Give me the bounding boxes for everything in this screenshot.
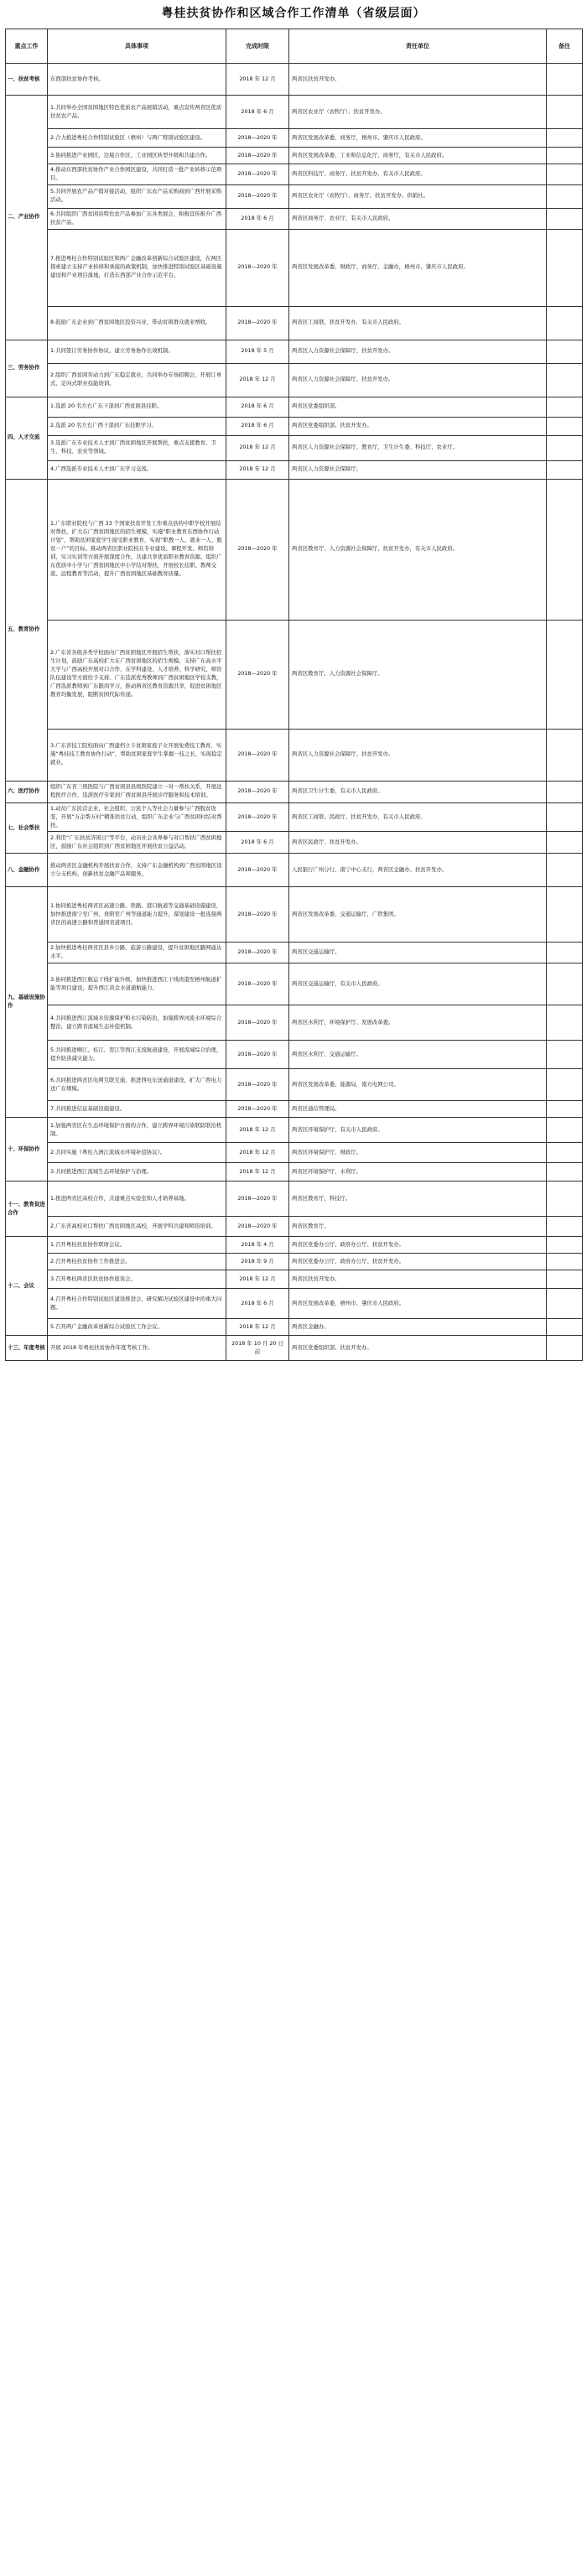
deadline-cell: 2018 年 9 月 bbox=[226, 1254, 289, 1270]
category-cell: 一、扶贫考核 bbox=[6, 64, 48, 96]
remark-cell bbox=[547, 963, 583, 1005]
remark-cell bbox=[547, 1041, 583, 1069]
category-cell: 十二、会议 bbox=[6, 1237, 48, 1336]
remark-cell bbox=[547, 164, 583, 185]
table-row bbox=[6, 208, 583, 229]
header-responsible-unit: 责任单位 bbox=[289, 29, 547, 64]
task-cell: 2.加快推进粤桂两省区县乡公路、旅游公路建设，提升贫困地区路网通达水平。 bbox=[48, 943, 226, 963]
table-row bbox=[6, 479, 583, 620]
category-cell: 十、环保协作 bbox=[6, 1118, 48, 1182]
task-cell: 3.广东省技工院校面向广西建档立卡贫困家庭子女开展免费技工教育，实施“粤桂技工教育协作行动”，帮助贫困家庭学生掌握一技之长，实现稳定就业。 bbox=[48, 729, 226, 781]
deadline-cell: 2018 年 6 月 bbox=[226, 832, 289, 854]
deadline-cell: 2018 年 5 月 bbox=[226, 340, 289, 363]
unit-cell: 两省区教育厅、人力资源社会保障厅、扶贫开发办，有关市人民政府。 bbox=[289, 479, 547, 620]
deadline-cell: 2018—2020 年 bbox=[226, 802, 289, 832]
table-row bbox=[6, 184, 583, 208]
remark-cell bbox=[547, 1237, 583, 1254]
task-cell: 2.广东省高校对口帮扶广西贫困地区高校，开展学科共建和师资培训。 bbox=[48, 1217, 226, 1237]
page-title: 粤桂扶贫协作和区域合作工作清单（省级层面） bbox=[161, 7, 426, 20]
table-row bbox=[6, 729, 583, 781]
deadline-cell: 2018—2020 年 bbox=[226, 306, 289, 340]
remark-cell bbox=[547, 229, 583, 306]
unit-cell: 两省区发展改革委、能源局，南方电网公司。 bbox=[289, 1069, 547, 1101]
task-cell: 1.共同签订劳务协作协议，建立劳务协作长效机制。 bbox=[48, 340, 226, 363]
remark-cell bbox=[547, 397, 583, 417]
remark-cell bbox=[547, 1289, 583, 1319]
table-row bbox=[6, 64, 583, 96]
deadline-cell: 2018—2020 年 bbox=[226, 729, 289, 781]
deadline-cell: 2018 年 12 月 bbox=[226, 1118, 289, 1143]
deadline-cell: 2018—2020 年 bbox=[226, 620, 289, 729]
task-cell: 6.共同组织广西贫困县特色农产品参加广东各类展会，积极宣传推介广西扶贫产品。 bbox=[48, 208, 226, 229]
unit-cell: 两省区环境保护厅，有关市人民政府。 bbox=[289, 1118, 547, 1143]
unit-cell: 两省区人力资源社会保障厅、扶贫开发办。 bbox=[289, 363, 547, 397]
task-cell: 1.协同推进粤桂两省区高速公路、铁路、港口航道等交通基础设施建设，加快推进南宁至广州、贵阳至广州等通道能力提升，谋划建设一批连接两省区的高速公路和普通国省道项目。 bbox=[48, 887, 226, 943]
remark-cell bbox=[547, 729, 583, 781]
unit-cell: 两省区交通运输厅。 bbox=[289, 943, 547, 963]
unit-cell: 两省区人力资源社会保障厅。 bbox=[289, 460, 547, 479]
remark-cell bbox=[547, 96, 583, 129]
category-cell: 八、金融协作 bbox=[6, 854, 48, 887]
table-row bbox=[6, 1336, 583, 1361]
deadline-cell: 2018—2020 年 bbox=[226, 164, 289, 185]
task-cell: 2.组织广西贫困劳动力到广东稳定就业，共同举办专场招聘会，开展订单式、定向式职业技能培训。 bbox=[48, 363, 226, 397]
task-cell: 5.共同推进柳江、桂江、贺江等西江支流航道建设，开展流域综合治理，提升防洪减灾能力。 bbox=[48, 1041, 226, 1069]
unit-cell: 两省区金融办。 bbox=[289, 1319, 547, 1336]
table-row bbox=[6, 1270, 583, 1289]
task-cell: 1.选派 20 名左右广东干部到广西贫困县挂职。 bbox=[48, 397, 226, 417]
table-row bbox=[6, 229, 583, 306]
deadline-cell: 2018 年 6 月 bbox=[226, 1289, 289, 1319]
category-cell: 三、劳务协作 bbox=[6, 340, 48, 397]
remark-cell bbox=[547, 1182, 583, 1217]
deadline-cell: 2018 年 4 月 bbox=[226, 1237, 289, 1254]
task-cell: 组织广东省三级医院与广西贫困县县级医院建立一对一帮扶关系，开展远程医疗合作，选派医疗专家到广西贫困县开展诊疗服务和技术培训。 bbox=[48, 781, 226, 802]
table-row bbox=[6, 306, 583, 340]
task-cell: 东西部扶贫协作考核。 bbox=[48, 64, 226, 96]
unit-cell: 两省区党委组织部、扶贫开发办。 bbox=[289, 1336, 547, 1361]
deadline-cell: 2018 年 10 月 20 日前 bbox=[226, 1336, 289, 1361]
unit-cell: 两省区环境保护厅、水利厅。 bbox=[289, 1163, 547, 1182]
deadline-cell: 2018—2020 年 bbox=[226, 854, 289, 887]
unit-cell: 两省区人力资源社会保障厅、扶贫开发办。 bbox=[289, 340, 547, 363]
deadline-cell: 2018 年 6 月 bbox=[226, 417, 289, 435]
table-row bbox=[6, 417, 583, 435]
task-cell: 开展 2018 年粤桂扶贫协作年度考核工作。 bbox=[48, 1336, 226, 1361]
unit-cell: 两省区农业厅（农牧厅）、商务厅、扶贫开发办、供销社。 bbox=[289, 184, 547, 208]
task-cell: 4.推动东西部扶贫协作产业合作园区建设，共同打造一批产业转移示范项目。 bbox=[48, 164, 226, 185]
unit-cell: 两省区发展改革委，梧州市、肇庆市人民政府。 bbox=[289, 1289, 547, 1319]
header-key-work: 重点工作 bbox=[6, 29, 48, 64]
task-cell: 4.召开粤桂合作特别试验区建设推进会，研究解决试验区建设中的重大问题。 bbox=[48, 1289, 226, 1319]
deadline-cell: 2018 年 12 月 bbox=[226, 1143, 289, 1163]
remark-cell bbox=[547, 802, 583, 832]
task-cell: 5.共同开展农产品产销对接活动，组织广东农产品采购商到广西开展采购活动。 bbox=[48, 184, 226, 208]
task-cell: 1.推进两省区高校合作，共建重点实验室和人才培养基地。 bbox=[48, 1182, 226, 1217]
remark-cell bbox=[547, 417, 583, 435]
deadline-cell: 2018 年 12 月 bbox=[226, 64, 289, 96]
deadline-cell: 2018—2020 年 bbox=[226, 148, 289, 164]
remark-cell bbox=[547, 1143, 583, 1163]
task-cell: 7.推进粤桂合作特别试验区和两广金融改革创新综合试验区建设，在两区探索建立支持产业转移和承接的政策机制，加快推进特别试验区基础设施建设和产业项目落地，打造东西部产业合作示范平台。 bbox=[48, 229, 226, 306]
task-cell: 1.共同举办全国贫困地区特色优质农产品展销活动，重点宣传两省区优质扶贫农产品。 bbox=[48, 96, 226, 129]
task-cell: 2.召开粤桂扶贫协作工作推进会。 bbox=[48, 1254, 226, 1270]
table-row bbox=[6, 148, 583, 164]
table-row bbox=[6, 1163, 583, 1182]
deadline-cell: 2018—2020 年 bbox=[226, 184, 289, 208]
table-row bbox=[6, 363, 583, 397]
unit-cell: 两省区工商联、扶贫开发办，有关市人民政府。 bbox=[289, 306, 547, 340]
unit-cell: 两省区交通运输厅，有关市人民政府。 bbox=[289, 963, 547, 1005]
category-cell: 九、基础设施协作 bbox=[6, 887, 48, 1118]
table-row bbox=[6, 1041, 583, 1069]
unit-cell: 两省区卫生计生委，有关市人民政府。 bbox=[289, 781, 547, 802]
task-cell: 1.加强两省区在生态环境保护方面的合作，建立跨界环境污染联防联治机制。 bbox=[48, 1118, 226, 1143]
remark-cell bbox=[547, 887, 583, 943]
deadline-cell: 2018—2020 年 bbox=[226, 1217, 289, 1237]
table-row bbox=[6, 1217, 583, 1237]
category-cell: 十一、教育促进合作 bbox=[6, 1182, 48, 1237]
task-cell: 1.广东职业院校与广西 33 个国家扶贫开发工作重点县的中职学校开展结对帮扶，扩大在广西贫困地区的招生规模，实施“职业教育东西协作行动计划”，帮助贫困家庭学生接受职业教育，实现“职教一人、就业一人、脱贫一户”的目标。推动两省区职业院校在专业建设、课程开发、师资培训、实习实训等方面开展深度合作，共建共享优质职业教育资源。组织广东优质中小学与广西贫困地区中小学结对帮扶，开展校长挂职、教师交流、远程教育等活动，提升广西贫困地区基础教育质量。 bbox=[48, 479, 226, 620]
task-cell: 8.鼓励广东企业到广西贫困地区投资兴业，带动贫困群众就业增收。 bbox=[48, 306, 226, 340]
header-remarks: 备注 bbox=[547, 29, 583, 64]
task-cell: 3.选派广东专业技术人才到广西贫困地区开展帮扶，重点支援教育、卫生、科技、农业等领域。 bbox=[48, 435, 226, 460]
table-row bbox=[6, 397, 583, 417]
unit-cell: 两省区通信管理局。 bbox=[289, 1101, 547, 1118]
table-row bbox=[6, 340, 583, 363]
table-row bbox=[6, 832, 583, 854]
task-cell: 推动两省区金融机构开展扶贫合作，支持广东金融机构到广西贫困地区设立分支机构，创新扶贫金融产品和服务。 bbox=[48, 854, 226, 887]
work-list-table bbox=[5, 29, 583, 1361]
deadline-cell: 2018—2020 年 bbox=[226, 943, 289, 963]
table-row bbox=[6, 1005, 583, 1041]
unit-cell: 两省区农业厅（农牧厅）、扶贫开发办。 bbox=[289, 96, 547, 129]
remark-cell bbox=[547, 1336, 583, 1361]
unit-cell: 两省区科技厅、商务厅、扶贫开发办，有关市人民政府。 bbox=[289, 164, 547, 185]
deadline-cell: 2018—2020 年 bbox=[226, 229, 289, 306]
remark-cell bbox=[547, 854, 583, 887]
deadline-cell: 2018—2020 年 bbox=[226, 1005, 289, 1041]
deadline-cell: 2018 年 12 月 bbox=[226, 460, 289, 479]
unit-cell: 两省区人力资源社会保障厅、教育厅、卫生计生委、科技厅、农业厅。 bbox=[289, 435, 547, 460]
remark-cell bbox=[547, 460, 583, 479]
unit-cell: 两省区商务厅、农业厅，有关市人民政府。 bbox=[289, 208, 547, 229]
remark-cell bbox=[547, 208, 583, 229]
table-header-row bbox=[6, 29, 583, 64]
deadline-cell: 2018 年 12 月 bbox=[226, 435, 289, 460]
remark-cell bbox=[547, 1118, 583, 1143]
deadline-cell: 2018 年 6 月 bbox=[226, 208, 289, 229]
remark-cell bbox=[547, 184, 583, 208]
deadline-cell: 2018 年 12 月 bbox=[226, 363, 289, 397]
remark-cell bbox=[547, 129, 583, 148]
table-row bbox=[6, 1254, 583, 1270]
table-row bbox=[6, 460, 583, 479]
task-cell: 7.共同推进信息基础设施建设。 bbox=[48, 1101, 226, 1118]
remark-cell bbox=[547, 1217, 583, 1237]
deadline-cell: 2018 年 12 月 bbox=[226, 1163, 289, 1182]
unit-cell: 两省区发展改革委、工业和信息化厅、商务厅，有关市人民政府。 bbox=[289, 148, 547, 164]
unit-cell: 两省区党委办公厅、政府办公厅、扶贫开发办。 bbox=[289, 1237, 547, 1254]
remark-cell bbox=[547, 479, 583, 620]
table-row bbox=[6, 1101, 583, 1118]
category-cell: 六、医疗协作 bbox=[6, 781, 48, 802]
task-cell: 2.共同实施《粤桂九洲江流域水环境补偿协议》。 bbox=[48, 1143, 226, 1163]
header-deadline: 完成时限 bbox=[226, 29, 289, 64]
remark-cell bbox=[547, 781, 583, 802]
task-cell: 3.召开粤桂两省区扶贫协作座谈会。 bbox=[48, 1270, 226, 1289]
task-cell: 4.共同推进西江流域水资源保护和水污染防治，加强跨界河流水环境综合整治，建立跨省流域生态补偿机制。 bbox=[48, 1005, 226, 1041]
unit-cell: 两省区水利厅、交通运输厅。 bbox=[289, 1041, 547, 1069]
remark-cell bbox=[547, 1163, 583, 1182]
unit-cell: 人民银行广州分行、南宁中心支行，两省区金融办、扶贫开发办。 bbox=[289, 854, 547, 887]
table-row bbox=[6, 164, 583, 185]
task-cell: 1.动员广东民营企业、社会组织、公民个人等社会力量参与广西脱贫攻坚，开展“万企帮万村”精准扶贫行动，组织广东企业与广西贫困村结对帮扶。 bbox=[48, 802, 226, 832]
table-row bbox=[6, 943, 583, 963]
task-cell: 2.广东省各级各类学校面向广西贫困地区开展招生帮扶，落实对口帮扶招生计划，鼓励广东高校扩大在广西贫困地区的招生规模。支持广东高水平大学与广西高校开展对口合作，在学科建设、人才培养、科学研究、师资队伍建设等方面给予支持。广东选派优秀教师到广西贫困地区学校支教，广西选派教师到广东跟岗学习，推动两省区教育资源共享，促进贫困地区教育均衡发展，阻断贫困代际传递。 bbox=[48, 620, 226, 729]
deadline-cell: 2018—2020 年 bbox=[226, 1041, 289, 1069]
table-row bbox=[6, 854, 583, 887]
table-row bbox=[6, 96, 583, 129]
unit-cell: 两省区党委组织部、扶贫开发办。 bbox=[289, 417, 547, 435]
unit-cell: 两省区教育厅、科技厅。 bbox=[289, 1182, 547, 1217]
table-body bbox=[6, 64, 583, 1361]
remark-cell bbox=[547, 1101, 583, 1118]
deadline-cell: 2018—2020 年 bbox=[226, 1101, 289, 1118]
unit-cell: 两省区党委组织部。 bbox=[289, 397, 547, 417]
unit-cell: 两省区发展改革委、财政厅、商务厅、金融办，梧州市、肇庆市人民政府。 bbox=[289, 229, 547, 306]
remark-cell bbox=[547, 363, 583, 397]
task-cell: 2.选派 20 名左右广西干部到广东挂职学习。 bbox=[48, 417, 226, 435]
table-row bbox=[6, 963, 583, 1005]
unit-cell: 两省区工商联、民政厅、扶贫开发办，有关市人民政府。 bbox=[289, 802, 547, 832]
remark-cell bbox=[547, 1005, 583, 1041]
table-row bbox=[6, 781, 583, 802]
task-cell: 6.共同推进两省区电网互联互通，推进西电东送通道建设，扩大广西电力送广东规模。 bbox=[48, 1069, 226, 1101]
task-cell: 4.广西选派专业技术人才到广东学习交流。 bbox=[48, 460, 226, 479]
unit-cell: 两省区发展改革委、商务厅，梧州市、肇庆市人民政府。 bbox=[289, 129, 547, 148]
task-cell: 1.召开粤桂扶贫协作联席会议。 bbox=[48, 1237, 226, 1254]
deadline-cell: 2018 年 12 月 bbox=[226, 1270, 289, 1289]
category-cell: 五、教育协作 bbox=[6, 479, 48, 781]
remark-cell bbox=[547, 340, 583, 363]
deadline-cell: 2018 年 6 月 bbox=[226, 96, 289, 129]
table-row bbox=[6, 129, 583, 148]
unit-cell: 两省区扶贫开发办。 bbox=[289, 64, 547, 96]
unit-cell: 两省区教育厅、人力资源社会保障厅。 bbox=[289, 620, 547, 729]
deadline-cell: 2018—2020 年 bbox=[226, 1182, 289, 1217]
table-row bbox=[6, 887, 583, 943]
deadline-cell: 2018 年 6 月 bbox=[226, 397, 289, 417]
remark-cell bbox=[547, 620, 583, 729]
header-specific-items: 具体事项 bbox=[48, 29, 226, 64]
task-cell: 2.合力推进粤桂合作特别试验区（梧州）与两广特别试验区建设。 bbox=[48, 129, 226, 148]
remark-cell bbox=[547, 148, 583, 164]
remark-cell bbox=[547, 306, 583, 340]
category-cell: 十三、年度考核 bbox=[6, 1336, 48, 1361]
table-row bbox=[6, 1319, 583, 1336]
table-row bbox=[6, 1289, 583, 1319]
task-cell: 2.利用“广东扶贫济困日”等平台，动员社会各界参与对口帮扶广西贫困地区，鼓励广东社会组织到广西贫困地区开展扶贫公益活动。 bbox=[48, 832, 226, 854]
unit-cell: 两省区扶贫开发办。 bbox=[289, 1270, 547, 1289]
category-cell: 七、社会帮扶 bbox=[6, 802, 48, 854]
remark-cell bbox=[547, 1254, 583, 1270]
remark-cell bbox=[547, 1319, 583, 1336]
remark-cell bbox=[547, 1069, 583, 1101]
task-cell: 3.协同推进西江航运干线扩能升级，加快推进西江干线贵港至梧州航道扩能等项目建设，提升西江黄金水道通航能力。 bbox=[48, 963, 226, 1005]
unit-cell: 两省区水利厅、环境保护厅、发展改革委。 bbox=[289, 1005, 547, 1041]
remark-cell bbox=[547, 1270, 583, 1289]
table-row bbox=[6, 802, 583, 832]
remark-cell bbox=[547, 832, 583, 854]
category-cell: 四、人才交流 bbox=[6, 397, 48, 479]
deadline-cell: 2018—2020 年 bbox=[226, 1069, 289, 1101]
remark-cell bbox=[547, 943, 583, 963]
table-row bbox=[6, 1237, 583, 1254]
category-cell: 二、产业协作 bbox=[6, 96, 48, 340]
deadline-cell: 2018—2020 年 bbox=[226, 963, 289, 1005]
deadline-cell: 2018—2020 年 bbox=[226, 781, 289, 802]
deadline-cell: 2018—2020 年 bbox=[226, 479, 289, 620]
task-cell: 3.协同推进产业园区、边境合作区、工业园区转型升级和共建合作。 bbox=[48, 148, 226, 164]
table-row bbox=[6, 1182, 583, 1217]
table-row bbox=[6, 1118, 583, 1143]
deadline-cell: 2018—2020 年 bbox=[226, 129, 289, 148]
unit-cell: 两省区人力资源社会保障厅、扶贫开发办。 bbox=[289, 729, 547, 781]
unit-cell: 两省区教育厅。 bbox=[289, 1217, 547, 1237]
unit-cell: 两省区党委办公厅、政府办公厅、扶贫开发办。 bbox=[289, 1254, 547, 1270]
deadline-cell: 2018—2020 年 bbox=[226, 887, 289, 943]
table-row bbox=[6, 1143, 583, 1163]
task-cell: 5.召开两广金融改革创新综合试验区工作会议。 bbox=[48, 1319, 226, 1336]
table-row bbox=[6, 620, 583, 729]
unit-cell: 两省区发展改革委、交通运输厅，广铁集团。 bbox=[289, 887, 547, 943]
deadline-cell: 2018 年 12 月 bbox=[226, 1319, 289, 1336]
unit-cell: 两省区民政厅、扶贫开发办。 bbox=[289, 832, 547, 854]
task-cell: 3.共同推进西江流域生态环境保护与治理。 bbox=[48, 1163, 226, 1182]
table-row bbox=[6, 435, 583, 460]
unit-cell: 两省区环境保护厅、财政厅。 bbox=[289, 1143, 547, 1163]
table-row bbox=[6, 1069, 583, 1101]
remark-cell bbox=[547, 64, 583, 96]
remark-cell bbox=[547, 435, 583, 460]
